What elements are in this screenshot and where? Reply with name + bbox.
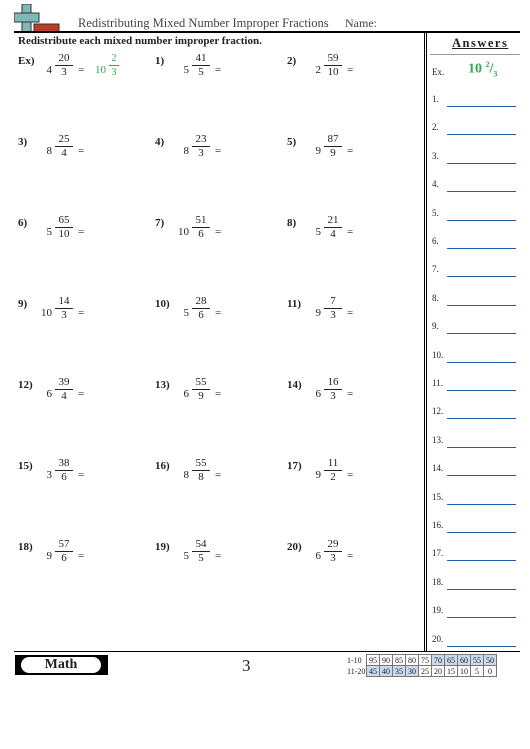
answer-number: 16. <box>432 520 444 530</box>
whole-number: 10 <box>41 307 52 319</box>
answer-number: 3. <box>432 151 439 161</box>
fraction <box>191 457 211 484</box>
problem-item <box>287 538 417 575</box>
answer-blank <box>447 106 516 107</box>
subject-label: Math <box>21 657 101 673</box>
numerator: 55 <box>195 376 207 388</box>
whole-number: 6 <box>315 388 321 400</box>
answer-blank <box>447 447 516 448</box>
answer-blank <box>447 646 516 647</box>
problem-item <box>155 376 285 413</box>
fraction <box>54 376 74 403</box>
problem-item <box>18 538 148 575</box>
instructions: Redistribute each mixed number improper fraction. <box>18 35 262 47</box>
equals-sign: = <box>215 388 222 400</box>
numerator: 38 <box>58 457 70 469</box>
fraction <box>191 376 211 403</box>
answer-blank <box>447 532 516 533</box>
whole-number: 9 <box>46 550 52 562</box>
score-cell: 25 <box>418 665 432 677</box>
answer-line[interactable] <box>432 634 516 648</box>
denominator: 3 <box>330 309 336 321</box>
problem-item <box>155 133 285 170</box>
whole-number: 5 <box>183 307 189 319</box>
problem-label: 1) <box>155 55 165 67</box>
answer-number: 20. <box>432 634 444 644</box>
score-cell: 35 <box>392 665 406 677</box>
equals-sign: = <box>215 469 222 481</box>
answer-blank <box>447 362 516 363</box>
fraction <box>54 538 74 565</box>
answer-blank <box>447 333 516 334</box>
answer-number: 9. <box>432 321 439 331</box>
footer-rule <box>14 651 520 652</box>
denominator: 6 <box>61 552 67 564</box>
equals-sign: = <box>347 388 354 400</box>
equals-sign: = <box>78 145 85 157</box>
problem-item <box>287 295 417 332</box>
answer-line[interactable] <box>432 605 516 619</box>
score-cell: 0 <box>483 665 497 677</box>
answer-blank <box>447 617 516 618</box>
plus-minus-logo-icon <box>14 4 60 34</box>
numerator: 20 <box>58 52 70 64</box>
numerator: 28 <box>195 295 207 307</box>
problem-item <box>287 52 417 89</box>
example-answer-denominator: 3 <box>111 67 117 78</box>
problem-item <box>155 457 285 494</box>
problem-item <box>18 214 148 251</box>
score-cell: 20 <box>431 665 445 677</box>
numerator: 59 <box>327 52 339 64</box>
example-answer-numerator: 2 <box>111 53 117 64</box>
fraction <box>54 133 74 160</box>
answer-number: 8. <box>432 293 439 303</box>
whole-number: 5 <box>46 226 52 238</box>
answer-line[interactable] <box>432 548 516 562</box>
score-cell: 75 <box>418 654 432 666</box>
answer-number: 18. <box>432 577 444 587</box>
answer-line[interactable] <box>432 236 516 250</box>
score-cell: 10 <box>457 665 471 677</box>
answer-number: 15. <box>432 492 444 502</box>
answer-example-denominator: 3 <box>493 69 498 79</box>
answer-example-numerator: 2 <box>485 60 490 69</box>
problem-label: Ex) <box>18 55 35 67</box>
answers-title: Answers <box>452 36 509 50</box>
denominator: 9 <box>330 147 336 159</box>
answer-line[interactable] <box>432 122 516 136</box>
equals-sign: = <box>347 145 354 157</box>
score-row-label: 1-10 <box>347 656 362 665</box>
numerator: 16 <box>327 376 339 388</box>
fraction <box>191 52 211 79</box>
equals-sign: = <box>215 550 222 562</box>
score-cell: 30 <box>405 665 419 677</box>
answer-blank <box>447 390 516 391</box>
fraction <box>54 457 74 484</box>
whole-number: 8 <box>46 145 52 157</box>
denominator: 3 <box>61 66 67 78</box>
fraction <box>323 376 343 403</box>
answer-number: 14. <box>432 463 444 473</box>
denominator: 6 <box>61 471 67 483</box>
equals-sign: = <box>78 64 85 76</box>
answer-blank <box>447 163 516 164</box>
answer-line[interactable] <box>432 264 516 278</box>
numerator: 87 <box>327 133 339 145</box>
whole-number: 3 <box>46 469 52 481</box>
whole-number: 9 <box>315 145 321 157</box>
whole-number: 2 <box>315 64 321 76</box>
answer-blank <box>447 248 516 249</box>
problem-label: 20) <box>287 541 302 553</box>
problem-item <box>18 133 148 170</box>
answer-blank <box>447 418 516 419</box>
fraction <box>54 295 74 322</box>
fraction <box>323 133 343 160</box>
score-cell: 50 <box>483 654 497 666</box>
problem-item <box>155 538 285 575</box>
equals-sign: = <box>215 226 222 238</box>
answer-line[interactable] <box>432 350 516 364</box>
answer-blank <box>447 560 516 561</box>
answer-number: 7. <box>432 264 439 274</box>
problem-label: 6) <box>18 217 28 229</box>
problem-label: 17) <box>287 460 302 472</box>
problem-label: 3) <box>18 136 28 148</box>
problem-item <box>18 295 148 332</box>
answer-line[interactable] <box>432 577 516 591</box>
answer-line[interactable] <box>432 492 516 506</box>
fraction <box>54 52 74 79</box>
answer-line[interactable] <box>432 208 516 222</box>
fraction <box>191 295 211 322</box>
problem-label: 10) <box>155 298 170 310</box>
equals-sign: = <box>347 550 354 562</box>
fraction <box>323 538 343 565</box>
answer-number: 10. <box>432 350 444 360</box>
score-cell: 45 <box>366 665 380 677</box>
whole-number: 8 <box>183 469 189 481</box>
problem-label: 11) <box>287 298 302 310</box>
numerator: 51 <box>195 214 207 226</box>
numerator: 23 <box>195 133 207 145</box>
score-cell: 55 <box>470 654 484 666</box>
problem-item <box>155 52 285 89</box>
score-cell: 15 <box>444 665 458 677</box>
whole-number: 5 <box>183 550 189 562</box>
answer-blank <box>447 305 516 306</box>
answers-rule <box>430 54 520 55</box>
answer-blank <box>447 504 516 505</box>
problem-label: 2) <box>287 55 297 67</box>
problem-label: 19) <box>155 541 170 553</box>
example-answer-whole: 10 <box>95 64 106 76</box>
answer-number: 19. <box>432 605 444 615</box>
problem-label: 15) <box>18 460 33 472</box>
fraction <box>191 133 211 160</box>
problem-label: 14) <box>287 379 302 391</box>
denominator: 3 <box>61 309 67 321</box>
denominator: 5 <box>198 552 204 564</box>
answer-number: 5. <box>432 208 439 218</box>
numerator: 21 <box>327 214 339 226</box>
example-problem <box>18 52 148 89</box>
fraction <box>191 538 211 565</box>
answer-line[interactable] <box>432 321 516 335</box>
whole-number: 10 <box>178 226 189 238</box>
score-row-label: 11-20 <box>347 667 366 676</box>
numerator: 55 <box>195 457 207 469</box>
score-table <box>347 655 497 677</box>
whole-number: 4 <box>46 64 52 76</box>
problem-label: 7) <box>155 217 165 229</box>
numerator: 41 <box>195 52 207 64</box>
equals-sign: = <box>347 469 354 481</box>
problem-item <box>155 214 285 251</box>
fraction <box>323 457 343 484</box>
answer-line[interactable] <box>432 179 516 193</box>
example-answer-fraction <box>107 52 121 79</box>
numerator: 7 <box>330 295 336 307</box>
answer-example-value: 10 $^2/_3$ <box>468 60 498 79</box>
whole-number: 6 <box>315 550 321 562</box>
numerator: 14 <box>58 295 70 307</box>
denominator: 9 <box>198 390 204 402</box>
denominator: 6 <box>198 228 204 240</box>
score-cell: 5 <box>470 665 484 677</box>
problem-item <box>18 457 148 494</box>
whole-number: 8 <box>183 145 189 157</box>
answer-line[interactable] <box>432 378 516 392</box>
answer-column-divider <box>424 33 427 651</box>
fraction <box>323 295 343 322</box>
answer-blank <box>447 191 516 192</box>
numerator: 11 <box>327 457 339 469</box>
denominator: 8 <box>198 471 204 483</box>
answer-blank <box>447 475 516 476</box>
equals-sign: = <box>347 307 354 319</box>
problem-label: 4) <box>155 136 165 148</box>
whole-number: 6 <box>46 388 52 400</box>
answer-line[interactable] <box>432 406 516 420</box>
numerator: 39 <box>58 376 70 388</box>
equals-sign: = <box>78 388 85 400</box>
equals-sign: = <box>347 64 354 76</box>
equals-sign: = <box>215 307 222 319</box>
score-cell: 65 <box>444 654 458 666</box>
whole-number: 9 <box>315 307 321 319</box>
problem-item <box>287 376 417 413</box>
score-cell: 85 <box>392 654 406 666</box>
whole-number: 9 <box>315 469 321 481</box>
denominator: 6 <box>198 309 204 321</box>
equals-sign: = <box>78 550 85 562</box>
numerator: 57 <box>58 538 70 550</box>
score-cell: 90 <box>379 654 393 666</box>
problem-label: 8) <box>287 217 297 229</box>
answer-line[interactable] <box>432 293 516 307</box>
answer-number: 11. <box>432 378 443 388</box>
score-cell: 60 <box>457 654 471 666</box>
equals-sign: = <box>215 64 222 76</box>
denominator: 4 <box>330 228 336 240</box>
worksheet-title: Redistributing Mixed Number Improper Fractions <box>78 16 329 30</box>
numerator: 29 <box>327 538 339 550</box>
answer-number: 4. <box>432 179 439 189</box>
equals-sign: = <box>78 469 85 481</box>
problem-label: 12) <box>18 379 33 391</box>
numerator: 54 <box>195 538 207 550</box>
problem-label: 16) <box>155 460 170 472</box>
numerator: 65 <box>58 214 70 226</box>
answer-line[interactable] <box>432 520 516 534</box>
score-row <box>347 666 497 677</box>
problem-item <box>18 376 148 413</box>
answer-blank <box>447 589 516 590</box>
whole-number: 6 <box>183 388 189 400</box>
answer-example-label: Ex. <box>432 67 445 77</box>
problem-item <box>155 295 285 332</box>
problem-label: 13) <box>155 379 170 391</box>
answer-number: 1. <box>432 94 439 104</box>
answer-blank <box>447 134 516 135</box>
denominator: 4 <box>61 147 67 159</box>
denominator: 10 <box>58 228 70 240</box>
equals-sign: = <box>347 226 354 238</box>
header-rule <box>14 31 520 33</box>
answer-line[interactable] <box>432 151 516 165</box>
answer-number: 12. <box>432 406 444 416</box>
answer-line[interactable] <box>432 463 516 477</box>
equals-sign: = <box>78 307 85 319</box>
score-cell: 70 <box>431 654 445 666</box>
name-label: Name: <box>345 16 377 30</box>
problem-item <box>287 133 417 170</box>
subject-badge <box>15 655 108 675</box>
answer-example <box>432 60 518 80</box>
page-number: 3 <box>242 656 251 675</box>
answer-number: 13. <box>432 435 444 445</box>
whole-number: 5 <box>315 226 321 238</box>
numerator: 25 <box>58 133 70 145</box>
answer-example-whole: 10 <box>468 61 482 77</box>
fraction <box>54 214 74 241</box>
answer-line[interactable] <box>432 94 516 108</box>
answer-line[interactable] <box>432 435 516 449</box>
fraction <box>191 214 211 241</box>
answer-number: 6. <box>432 236 439 246</box>
equals-sign: = <box>215 145 222 157</box>
denominator: 3 <box>330 390 336 402</box>
answer-number: 17. <box>432 548 444 558</box>
denominator: 3 <box>198 147 204 159</box>
problem-label: 18) <box>18 541 33 553</box>
problem-label: 9) <box>18 298 28 310</box>
denominator: 5 <box>198 66 204 78</box>
fraction <box>323 214 343 241</box>
denominator: 10 <box>327 66 339 78</box>
score-cell: 40 <box>379 665 393 677</box>
score-cell: 95 <box>366 654 380 666</box>
denominator: 3 <box>330 552 336 564</box>
answer-number: 2. <box>432 122 439 132</box>
problem-item <box>287 457 417 494</box>
denominator: 2 <box>330 471 336 483</box>
denominator: 4 <box>61 390 67 402</box>
answer-blank <box>447 276 516 277</box>
problem-item <box>287 214 417 251</box>
score-cell: 80 <box>405 654 419 666</box>
problem-label: 5) <box>287 136 297 148</box>
fraction <box>323 52 343 79</box>
answer-blank <box>447 220 516 221</box>
whole-number: 5 <box>183 64 189 76</box>
equals-sign: = <box>78 226 85 238</box>
